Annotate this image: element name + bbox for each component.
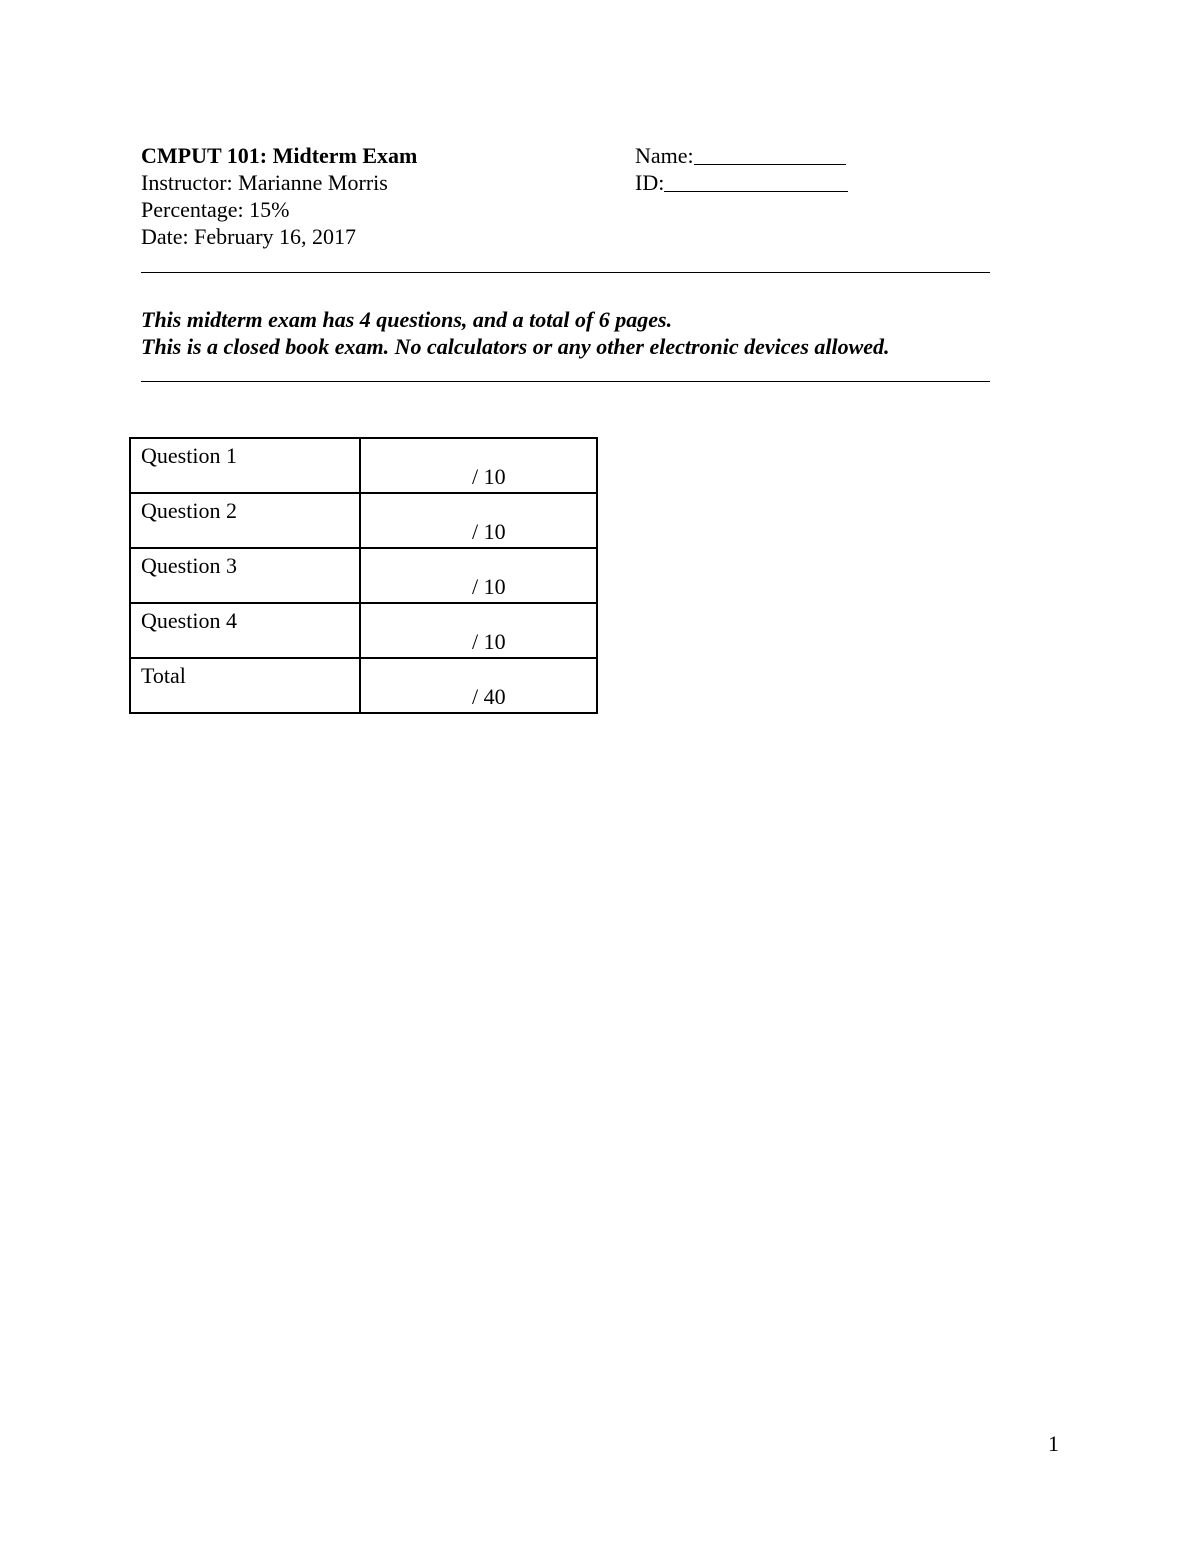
max-score: / 10 xyxy=(472,519,506,544)
divider-top xyxy=(141,272,990,273)
question-label: Question 1 xyxy=(130,438,360,493)
name-blank[interactable] xyxy=(694,144,846,165)
notice-line-2: This is a closed book exam. No calculators or any other electronic devices allowed. xyxy=(141,334,890,359)
score-table xyxy=(129,437,598,714)
score-cell[interactable] xyxy=(360,493,597,548)
student-fields xyxy=(635,142,848,196)
exam-title: CMPUT 101: Midterm Exam xyxy=(141,143,418,168)
id-label: ID: xyxy=(635,170,665,195)
max-score: / 10 xyxy=(472,629,506,654)
name-label: Name: xyxy=(635,143,694,168)
table-row xyxy=(130,438,597,493)
id-field-row xyxy=(635,169,848,196)
question-label: Question 3 xyxy=(130,548,360,603)
question-label: Question 2 xyxy=(130,493,360,548)
table-row xyxy=(130,603,597,658)
score-cell[interactable] xyxy=(360,548,597,603)
score-cell[interactable] xyxy=(360,603,597,658)
table-row xyxy=(130,548,597,603)
exam-notice xyxy=(141,306,890,360)
notice-line-1: This midterm exam has 4 questions, and a total of 6 pages. xyxy=(141,307,673,332)
divider-bottom xyxy=(141,381,990,382)
name-field-row xyxy=(635,142,848,169)
percentage-line: Percentage: 15% xyxy=(141,197,290,222)
total-score-cell[interactable] xyxy=(360,658,597,713)
table-row xyxy=(130,493,597,548)
table-row xyxy=(130,658,597,713)
max-score: / 40 xyxy=(472,684,506,709)
date-line: Date: February 16, 2017 xyxy=(141,224,357,249)
score-cell[interactable] xyxy=(360,438,597,493)
max-score: / 10 xyxy=(472,574,506,599)
question-label: Question 4 xyxy=(130,603,360,658)
page-number: 1 xyxy=(1048,1431,1059,1456)
id-blank[interactable] xyxy=(664,171,848,192)
instructor-line: Instructor: Marianne Morris xyxy=(141,170,388,195)
exam-header xyxy=(141,142,417,250)
total-label: Total xyxy=(130,658,360,713)
max-score: / 10 xyxy=(472,464,506,489)
